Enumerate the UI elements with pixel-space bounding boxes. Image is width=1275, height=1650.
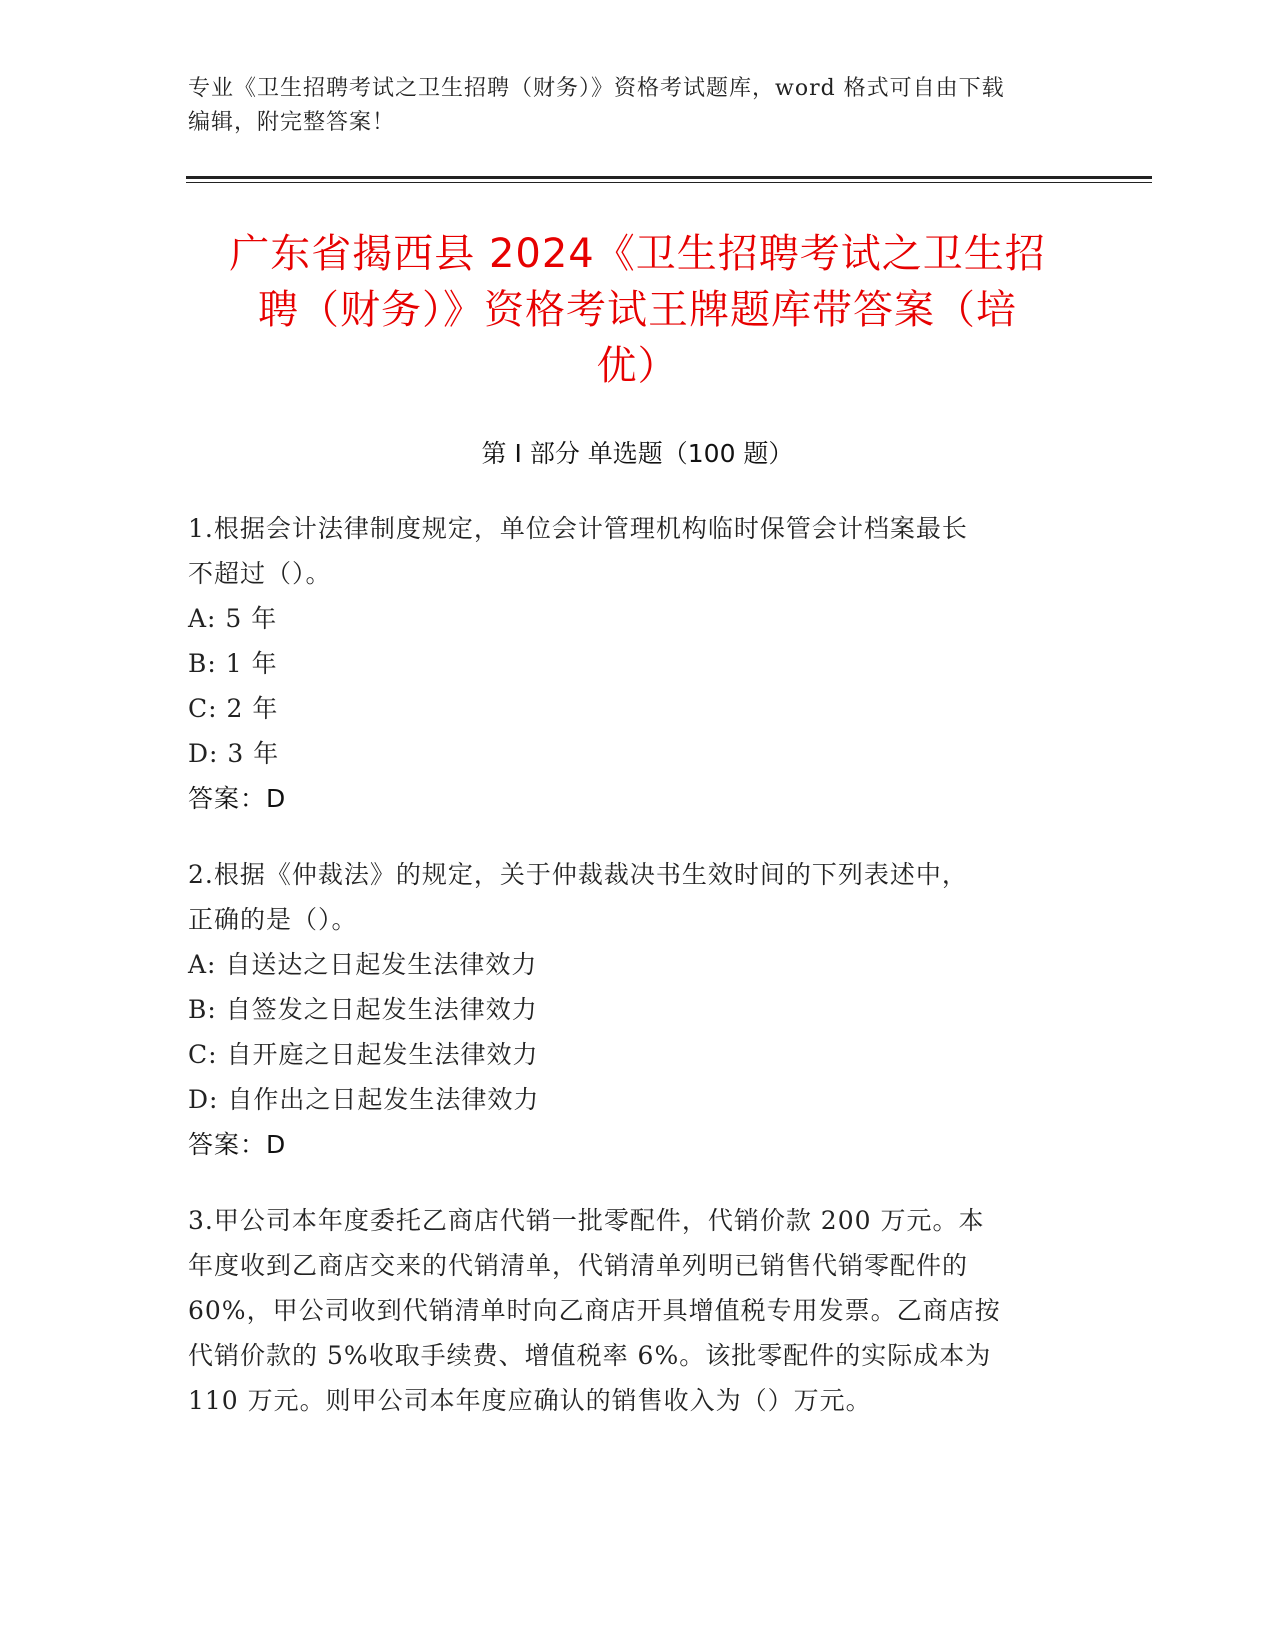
question-text-line: 年度收到乙商店交来的代销清单，代销清单列明已销售代销零配件的: [188, 1251, 969, 1280]
title-line2: 聘（财务）》资格考试王牌题库带答案（培: [258, 287, 1017, 333]
document-title: [180, 226, 1095, 394]
header-rule-thin: [186, 182, 1152, 183]
header-note-line1: 专业《卫生招聘考试之卫生招聘（财务）》资格考试题库，word 格式可自由下载: [188, 76, 1005, 101]
question-text-line: 代销价款的 5%收取手续费、增值税率 6%。该批零配件的实际成本为: [188, 1341, 992, 1370]
question-3: [188, 1198, 1088, 1423]
option-c: C: 自开庭之日起发生法律效力: [188, 1040, 539, 1069]
option-a: A: 自送达之日起发生法律效力: [188, 950, 538, 979]
option-b: B: 自签发之日起发生法律效力: [188, 995, 538, 1024]
question-text-line: 3.甲公司本年度委托乙商店代销一批零配件，代销价款 200 万元。本: [188, 1206, 985, 1235]
answer: 答案：D: [188, 1130, 287, 1159]
option-d: D: 3 年: [188, 739, 280, 768]
header-note: [188, 72, 1088, 140]
title-line1: 广东省揭西县 2024《卫生招聘考试之卫生招: [229, 231, 1046, 277]
question-text-line: 110 万元。则甲公司本年度应确认的销售收入为（）万元。: [188, 1386, 872, 1415]
question-text-line: 2.根据《仲裁法》的规定，关于仲裁裁决书生效时间的下列表述中，: [188, 860, 968, 889]
question-1: [188, 506, 1088, 821]
option-c: C: 2 年: [188, 694, 279, 723]
header-rule-thick: [186, 176, 1152, 179]
question-text-line: 60%，甲公司收到代销清单时向乙商店开具增值税专用发票。乙商店按: [188, 1296, 1001, 1325]
question-2: [188, 852, 1088, 1167]
option-d: D: 自作出之日起发生法律效力: [188, 1085, 540, 1114]
option-b: B: 1 年: [188, 649, 278, 678]
title-line3: 优）: [596, 343, 679, 389]
question-text-line: 不超过（）。: [188, 559, 332, 588]
header-note-line2: 编辑，附完整答案！: [188, 110, 396, 135]
option-a: A: 5 年: [188, 604, 278, 633]
section-heading: 第 I 部分 单选题（100 题）: [481, 439, 794, 468]
question-text-line: 正确的是（）。: [188, 905, 358, 934]
question-text-line: 1.根据会计法律制度规定，单位会计管理机构临时保管会计档案最长: [188, 514, 968, 543]
answer: 答案：D: [188, 784, 287, 813]
